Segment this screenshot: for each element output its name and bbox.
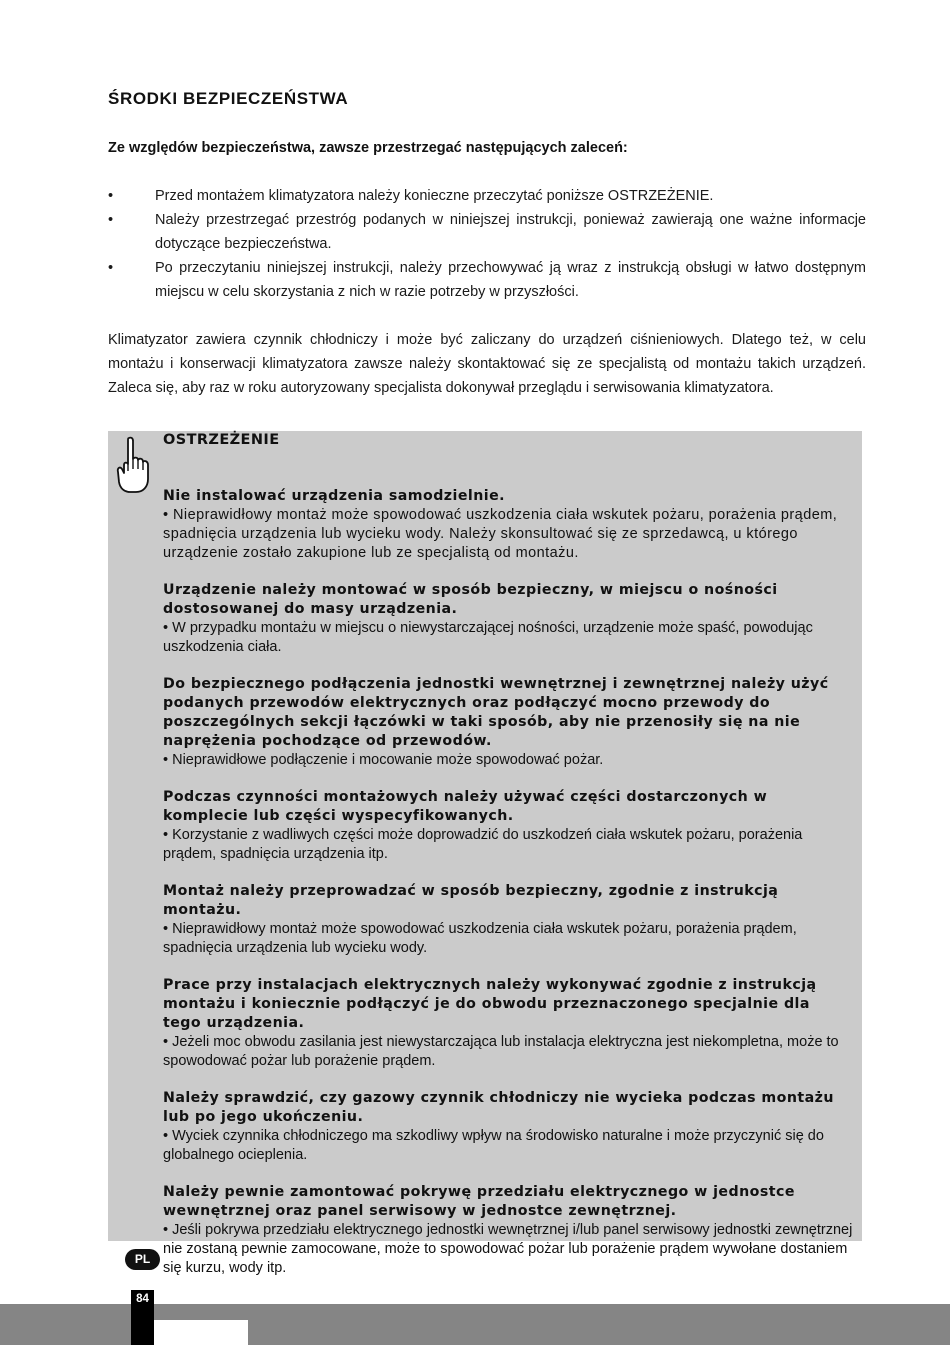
section-heading: Nie instalować urządzenia samodzielnie.	[163, 488, 505, 504]
pointing-hand-icon	[112, 435, 152, 495]
bullet-marker: •	[108, 212, 114, 228]
warning-section	[163, 1089, 853, 1165]
section-heading: Podczas czynności montażowych należy używać części dostarczonych w komplecie lub części wyspecyfikowanych.	[163, 789, 768, 824]
section-heading: Montaż należy przeprowadzać w sposób bezpieczny, zgodnie z instrukcją montażu.	[163, 883, 779, 918]
section-body: • Nieprawidłowy montaż może spowodować uszkodzenia ciała wskutek pożaru, porażenia prądem, spadnięcia urządzenia lub wycieku wody.	[163, 921, 797, 956]
bullet-text: Po przeczytaniu niniejszej instrukcji, należy przechowywać ją wraz z instrukcją obsługi w łatwo dostępnym miejscu w celu skorzystania z nich w razie potrzeby w przyszłości.	[155, 260, 866, 300]
list-item	[108, 184, 866, 208]
warning-content	[163, 431, 853, 1278]
warning-box	[108, 431, 862, 1276]
list-item	[108, 256, 866, 304]
bullet-marker: •	[108, 188, 114, 204]
section-body: • Nieprawidłowe podłączenie i mocowanie może spowodować pożar.	[163, 752, 604, 768]
section-heading: Prace przy instalacjach elektrycznych należy wykonywać zgodnie z instrukcją montażu i koniecznie podłączyć je do obwodu przeznaczonego specjalnie dla tego urządzenia.	[163, 977, 817, 1031]
section-heading: Należy sprawdzić, czy gazowy czynnik chłodniczy nie wycieka podczas montażu lub po jego ukończeniu.	[163, 1090, 834, 1125]
section-body: • Korzystanie z wadliwych części może doprowadzić do uszkodzeń ciała wskutek pożaru, porażenia prądem, spadnięcia urządzenia itp.	[163, 827, 803, 862]
warning-section	[163, 1183, 853, 1278]
warning-section	[163, 882, 853, 958]
page-title: ŚRODKI BEZPIECZEŃSTWA	[108, 89, 349, 108]
safety-bullet-list	[108, 184, 866, 304]
section-body: • W przypadku montażu w miejscu o niewystarczającej nośności, urządzenie może spaść, powodując uszkodzenia ciała.	[163, 620, 813, 655]
footer-tab	[154, 1320, 248, 1345]
refrigerant-paragraph: Klimatyzator zawiera czynnik chłodniczy i może być zaliczany do urządzeń ciśnieniowych. Dlatego też, w celu montażu i konserwacji klimatyzatora zawsze należy skontaktować się ze specjalistą od montażu takich urządzeń. Zaleca się, aby raz w roku autoryzowany specjalista dokonywał przeglądu i serwisowania klimatyzatora.	[108, 332, 866, 396]
warning-section	[163, 788, 853, 864]
page-number: 84	[136, 1293, 149, 1305]
bullet-text: Należy przestrzegać przestróg podanych w niniejszej instrukcji, ponieważ zawierają one ważne informacje dotyczące bezpieczeństwa.	[155, 212, 866, 252]
warning-section	[163, 487, 853, 563]
list-item	[108, 208, 866, 256]
bullet-marker: •	[108, 260, 114, 276]
section-body: • Nieprawidłowy montaż może spowodować uszkodzenia ciała wskutek pożaru, porażenia prądem, spadnięcia urządzenia lub wycieku wody. Należy skonsultować się ze sprzedawcą, u którego urządzenie zostało zakupione lub ze specjalistą od montażu.	[163, 507, 838, 561]
language-badge: PL	[125, 1249, 160, 1270]
intro-heading: Ze względów bezpieczeństwa, zawsze przestrzegać następujących zaleceń:	[108, 140, 628, 156]
section-heading: Urządzenie należy montować w sposób bezpieczny, w miejscu o nośności dostosowanej do masy urządzenia.	[163, 582, 778, 617]
warning-section	[163, 675, 853, 770]
section-heading: Do bezpiecznego podłączenia jednostki wewnętrznej i zewnętrznej należy użyć podanych przewodów elektrycznych oraz podłączyć mocno przewody do poszczególnych sekcji łączówki w taki sposób, aby nie przenosiły się na nie naprężenia pochodzące od przewodów.	[163, 676, 829, 749]
warning-section	[163, 581, 853, 657]
section-body: • Jeżeli moc obwodu zasilania jest niewystarczająca lub instalacja elektryczna jest niekompletna, może to spowodować pożar lub porażenie prądem.	[163, 1034, 839, 1069]
warning-section	[163, 976, 853, 1071]
bullet-text: Przed montażem klimatyzatora należy konieczne przeczytać poniższe OSTRZEŻENIE.	[155, 188, 714, 204]
section-body: • Jeśli pokrywa przedziału elektrycznego jednostki wewnętrznej i/lub panel serwisowy jednostki zewnętrznej nie zostaną pewnie zamocowane, może to spowodować pożar lub porażenie prądem wywołane dostaniem się kurzu, wody itp.	[163, 1222, 853, 1276]
section-body: • Wyciek czynnika chłodniczego ma szkodliwy wpływ na środowisko naturalne i może przyczynić się do globalnego ocieplenia.	[163, 1128, 824, 1163]
warning-title: OSTRZEŻENIE	[163, 432, 280, 448]
section-heading: Należy pewnie zamontować pokrywę przedziału elektrycznego w jednostce wewnętrznej oraz panel serwisowy w jednostce zewnętrznej.	[163, 1184, 795, 1219]
